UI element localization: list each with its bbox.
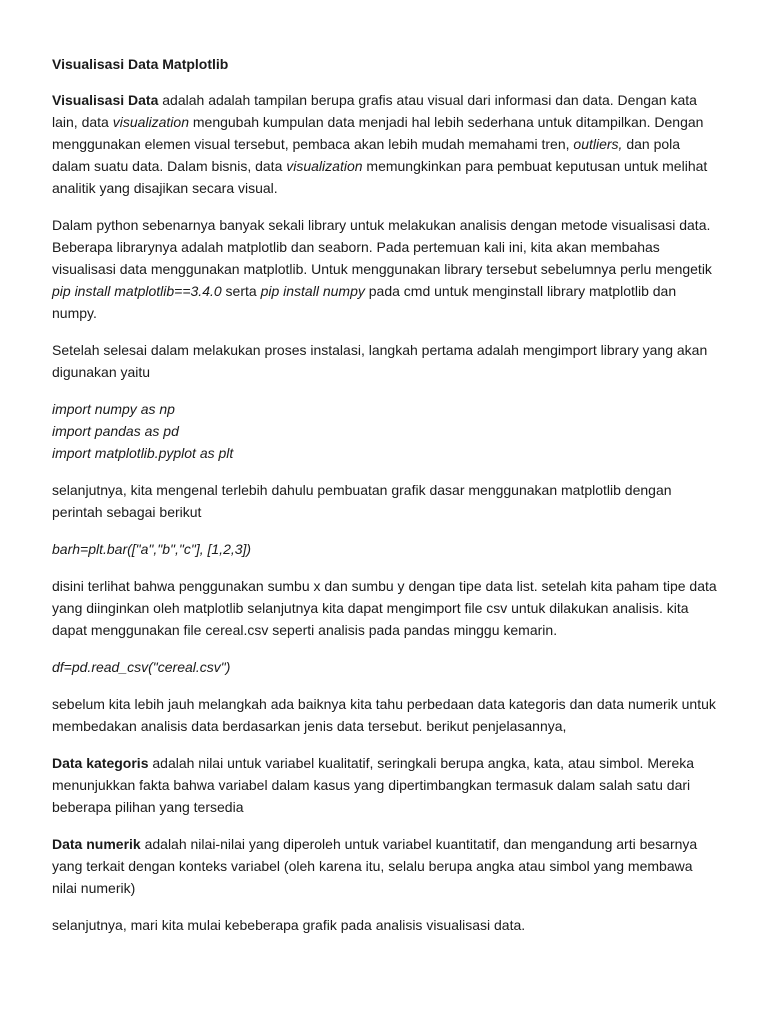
paragraph-text: adalah nilai-nilai yang diperoleh untuk variabel kuantitatif, dan mengandung arti besarnya yang terkait dengan konteks variabel (oleh karena itu, selalu berupa angka atau simbol yang membawa nilai numerik) <box>52 836 698 896</box>
document-title: Visualisasi Data Matplotlib <box>52 56 229 72</box>
italic-term: visualization <box>286 158 363 174</box>
paragraph-definition <box>52 89 718 199</box>
paragraph-text: mengubah kumpulan data menjadi hal lebih sederhana untuk ditampilkan. Dengan menggunakan elemen visual tersebut, pembaca akan lebih mudah memahami tren, <box>52 114 704 152</box>
inline-code: pip install numpy <box>260 283 365 299</box>
term-data-numerik: Data numerik <box>52 836 141 852</box>
paragraph-python-libraries <box>52 214 718 324</box>
paragraph-sumbu: disini terlihat bahwa penggunakan sumbu x dan sumbu y dengan tipe data list. setelah kita paham tipe data yang diinginkan oleh matplotlib selanjutnya kita dapat mengimport file csv untuk dilakukan analisis. kita dapat menggunakan file cereal.csv seperti analisis pada pandas minggu kemarin. <box>52 578 717 638</box>
paragraph-text: adalah adalah tampilan berupa grafis atau visual dari informasi dan data. Dengan kata lain, data <box>52 92 697 130</box>
paragraph-perbedaan-data: sebelum kita lebih jauh melangkah ada baiknya kita tahu perbedaan data kategoris dan data numerik untuk membedakan analisis data berdasarkan jenis data tersebut. berikut penjelasannya, <box>52 696 716 734</box>
paragraph-text: serta <box>221 283 261 299</box>
code-line: import numpy as np <box>52 401 175 417</box>
paragraph-data-numerik <box>52 833 718 899</box>
paragraph-data-kategoris <box>52 752 718 818</box>
paragraph-text: memungkinkan para pembuat keputusan untuk melihat analitik yang disajikan secara visual. <box>52 158 708 196</box>
code-line: import pandas as pd <box>52 423 179 439</box>
paragraph-text: adalah nilai untuk variabel kualitatif, seringkali berupa angka, kata, atau simbol. Mereka menunjukkan fakta bahwa variabel dalam kasus yang dipertimbangkan termasuk dalam salah satu dari beberapa pilihan yang tersedia <box>52 755 695 815</box>
italic-term: visualization <box>112 114 189 130</box>
term-data-kategoris: Data kategoris <box>52 755 149 771</box>
paragraph-grafik-dasar: selanjutnya, kita mengenal terlebih dahulu pembuatan grafik dasar menggunakan matplotlib dengan perintah sebagai berikut <box>52 482 672 520</box>
paragraph-closing: selanjutnya, mari kita mulai kebeberapa grafik pada analisis visualisasi data. <box>52 917 526 933</box>
code-line-read-csv: df=pd.read_csv("cereal.csv") <box>52 659 231 675</box>
paragraph-text: dan pola dalam suatu data. Dalam bisnis, data <box>52 136 681 174</box>
inline-code: pip install matplotlib==3.4.0 <box>52 283 222 299</box>
term-visualisasi-data: Visualisasi Data <box>52 92 159 108</box>
code-line: import matplotlib.pyplot as plt <box>52 445 234 461</box>
code-block-imports <box>52 398 718 464</box>
paragraph-instalasi: Setelah selesai dalam melakukan proses instalasi, langkah pertama adalah mengimport library yang akan digunakan yaitu <box>52 342 708 380</box>
paragraph-text: Dalam python sebenarnya banyak sekali library untuk melakukan analisis dengan metode visualisasi data. Beberapa librarynya adalah matplotlib dan seaborn. Pada pertemuan kali ini, kita akan membahas visualisasi data menggunakan matplotlib. Untuk menggunakan library tersebut sebelumnya perlu mengetik <box>52 217 712 277</box>
italic-term: outliers, <box>573 136 623 152</box>
paragraph-text: pada cmd untuk menginstall library matplotlib dan numpy. <box>52 283 677 321</box>
code-line-bar: barh=plt.bar(["a","b","c"], [1,2,3]) <box>52 541 252 557</box>
